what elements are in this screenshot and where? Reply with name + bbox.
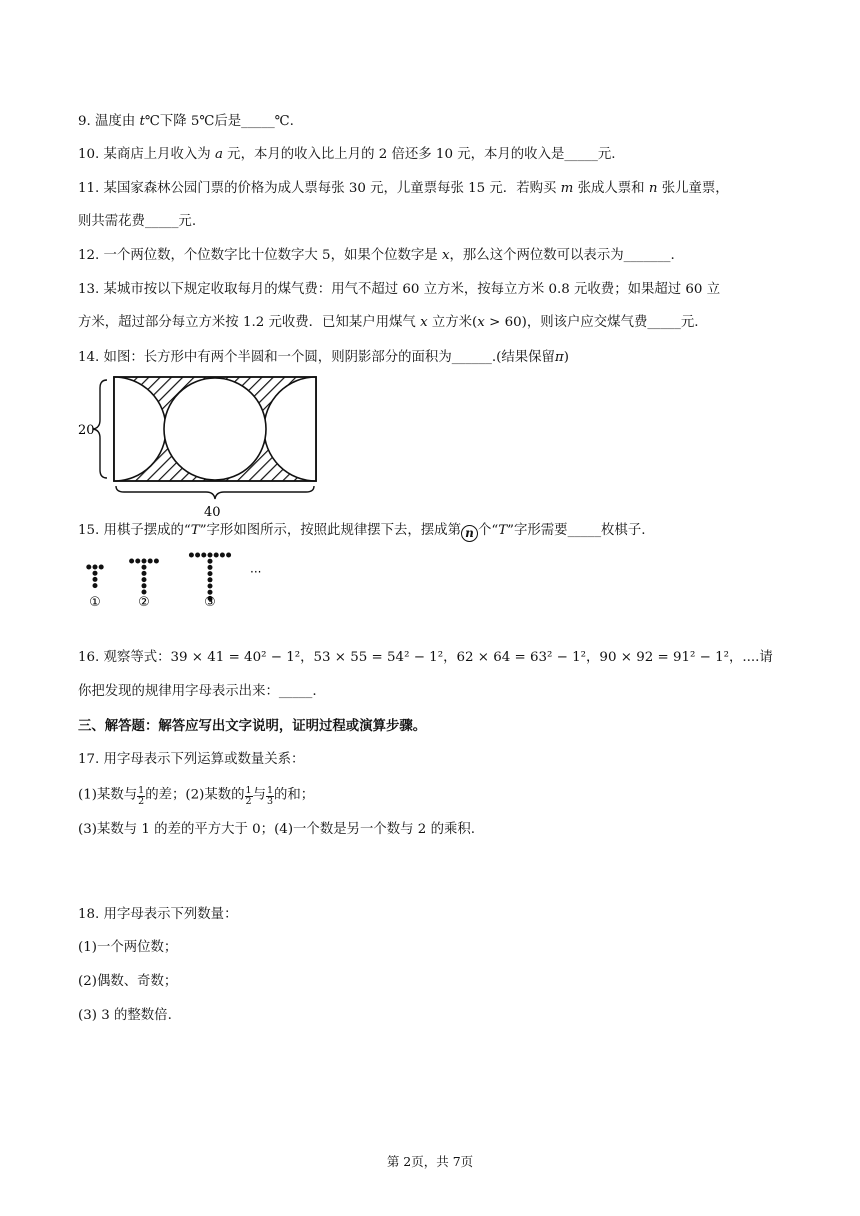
chess-piece-dot <box>93 565 98 570</box>
chess-piece-dot <box>214 553 219 558</box>
chess-piece-dot <box>148 559 153 564</box>
question-14: 14. 如图：长方形中有两个半圆和一个圆，则阴影部分的面积为______.(结果保留π) <box>78 350 569 365</box>
question-11-line-1: 11. 某国家森林公园门票的价格为成人票每张 30 元，儿童票每张 15 元．若购买 𝑚 张成人票和 𝑛 张儿童票， <box>78 181 729 196</box>
question-18-title: 18. 用字母表示下列数量： <box>78 907 238 922</box>
height-brace <box>93 380 107 478</box>
chess-piece-dot <box>195 553 200 558</box>
chess-piece-dot <box>208 553 213 558</box>
height-label: 20 <box>78 423 95 438</box>
chess-piece-dot <box>208 577 213 582</box>
fraction-third: $\frac{1}{3}$ <box>266 785 273 807</box>
chess-piece-dot <box>201 553 206 558</box>
chess-piece-dot <box>208 590 213 595</box>
question-9: 9. 温度由 𝑡℃下降 5℃后是_____℃. <box>78 114 294 129</box>
chess-piece-dot <box>93 583 98 588</box>
chess-piece-dot <box>142 565 147 570</box>
question-10: 10. 某商店上月收入为 𝑎 元，本月的收入比上月的 2 倍还多 10 元，本月的收入是_____元. <box>78 147 616 162</box>
page-footer: 第 2页，共 7页 <box>386 1154 474 1169</box>
rectangle-semicircles-figure <box>74 372 334 518</box>
fraction-half: $\frac{1}{2}$ <box>245 785 252 807</box>
circled-n: n <box>461 525 478 542</box>
question-16-line-2: 你把发现的规律用字母表示出来：_____. <box>78 684 317 699</box>
fraction-half: $\frac{1}{2}$ <box>138 785 145 807</box>
chess-piece-dot <box>86 565 91 570</box>
question-17-line-2: (3)某数与 1 的差的平方大于 0；(4)一个数是另一个数与 2 的乘积. <box>78 822 476 837</box>
chess-piece-dot <box>142 559 147 564</box>
chess-piece-dot <box>208 565 213 570</box>
chess-piece-dot <box>142 583 147 588</box>
chess-piece-dot <box>189 553 194 558</box>
width-brace <box>116 486 314 499</box>
shape-index-label: ② <box>138 595 150 610</box>
chess-piece-dot <box>99 565 104 570</box>
chess-piece-dot <box>226 553 231 558</box>
question-13-line-2: 方米，超过部分每立方米按 1.2 元收费．已知某户用煤气 𝑥 立方米(𝑥 > 60)，则该户应交煤气费_____元. <box>78 315 699 330</box>
chess-piece-dot <box>93 571 98 576</box>
question-18-item-1: (1)一个两位数； <box>78 940 178 955</box>
question-12: 12. 一个两位数，个位数字比十位数字大 5，如果个位数字是 𝑥，那么这个两位数可以表示为_______. <box>78 248 675 263</box>
chess-piece-dot <box>208 571 213 576</box>
chess-piece-dot <box>142 571 147 576</box>
shape-index-label: ③ <box>204 595 216 610</box>
chess-piece-dot <box>208 559 213 564</box>
chess-piece-dot <box>142 590 147 595</box>
width-label: 40 <box>204 505 221 518</box>
question-17-line-1: (1)某数与 $\frac{1}{2}$ 的差；(2)某数的 $\frac{1}{2}$ 与 $\frac{1}{3}$ 的和； <box>78 785 315 807</box>
chess-piece-dot <box>154 559 159 564</box>
section-heading: 三、解答题：解答应写出文字说明，证明过程或演算步骤。 <box>78 718 427 734</box>
middle-circle <box>164 378 266 480</box>
question-18-item-3: (3) 3 的整数倍. <box>78 1008 172 1023</box>
question-17-title: 17. 用字母表示下列运算或数量关系： <box>78 752 305 767</box>
ellipsis: ··· <box>250 565 262 579</box>
shape-index-label: ① <box>89 595 101 610</box>
t-shape-pattern-figure <box>78 544 278 610</box>
chess-piece-dot <box>93 577 98 582</box>
question-18-item-2: (2)偶数、奇数； <box>78 974 178 989</box>
chess-piece-dot <box>135 559 140 564</box>
chess-piece-dot <box>208 584 213 589</box>
question-15: 15. 用棋子摆成的“𝑇”字形如图所示，按照此规律摆下去，摆成第 n 个“𝑇”字形需要_____枚棋子. <box>78 523 646 540</box>
chess-piece-dot <box>220 553 225 558</box>
question-16-line-1: 16. 观察等式：39 × 41 = 40² − 1²，53 × 55 = 54² − 1²，62 × 64 = 63² − 1²，90 × 92 = 91² − 1²，....请 <box>78 650 773 665</box>
chess-piece-dot <box>142 577 147 582</box>
question-11-line-2: 则共需花费_____元. <box>78 214 197 229</box>
question-13-line-1: 13. 某城市按以下规定收取每月的煤气费：用气不超过 60 立方米，按每立方米 0.8 元收费；如果超过 60 立 <box>78 282 721 297</box>
chess-piece-dot <box>129 559 134 564</box>
